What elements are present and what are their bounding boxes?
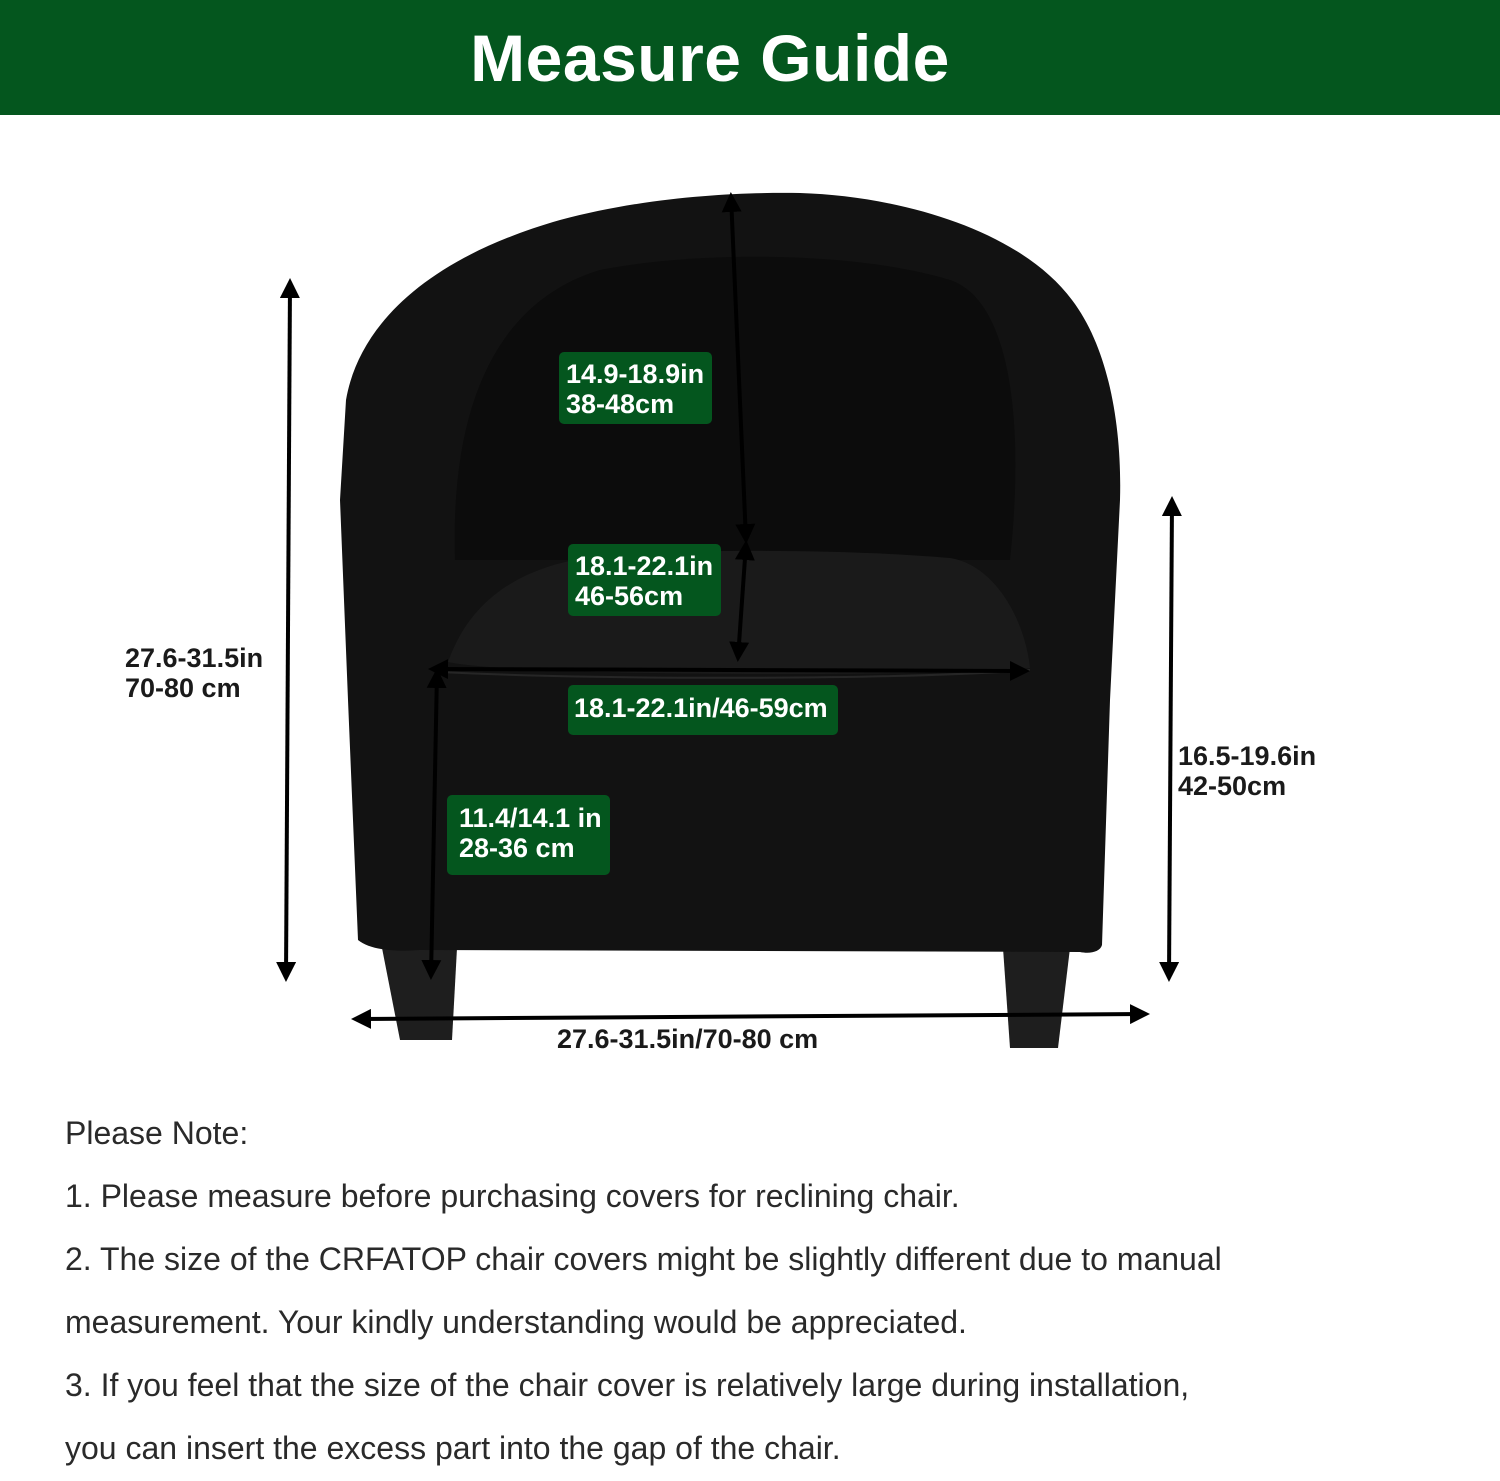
arm-height-arrow [1169,500,1172,978]
arm-height-label [1178,741,1316,801]
notes-section [65,1103,1465,1481]
total-height-arrow [286,282,290,978]
seat-depth-in: 18.1-22.1in [575,551,714,581]
seat-height-label [447,795,610,875]
page-title: Measure Guide [470,20,950,95]
total-height-label [125,643,263,703]
arm-height-in: 16.5-19.6in [1178,741,1317,771]
note-line-4: 3. If you feel that the size of the chair cover is relatively large during installation, [65,1367,1190,1403]
seat-width-label [568,685,838,735]
total-width-text: 27.6-31.5in/70-80 cm [557,1024,819,1054]
notes-heading: Please Note: [65,1115,249,1151]
backrest-height-in: 14.9-18.9in [566,359,705,389]
backrest-height-cm: 38-48cm [566,389,675,419]
chair-image [340,193,1120,1048]
front-left-leg [382,948,457,1040]
seat-height-in: 11.4/14.1 in [459,803,602,833]
note-line-1: 1. Please measure before purchasing covers for reclining chair. [65,1178,960,1214]
measurement-figure [0,115,1500,1090]
front-right-leg [1003,948,1070,1048]
note-line-5: you can insert the excess part into the gap of the chair. [65,1430,841,1466]
backrest-height-label [559,352,712,424]
header-banner [0,0,1500,115]
total-height-cm: 70-80 cm [125,673,241,703]
seat-depth-label [568,544,721,616]
seat-width-text: 18.1-22.1in/46-59cm [574,693,828,723]
total-width-label [557,1024,818,1054]
seat-height-cm: 28-36 cm [459,833,575,863]
note-line-2: 2. The size of the CRFATOP chair covers might be slightly different due to manual [65,1241,1222,1277]
seat-width-arrow [432,669,1026,671]
chair-diagram [0,115,1500,1090]
seat-depth-cm: 46-56cm [575,581,684,611]
note-line-3: measurement. Your kindly understanding would be appreciated. [65,1304,967,1340]
total-height-in: 27.6-31.5in [125,643,264,673]
arm-height-cm: 42-50cm [1178,771,1287,801]
